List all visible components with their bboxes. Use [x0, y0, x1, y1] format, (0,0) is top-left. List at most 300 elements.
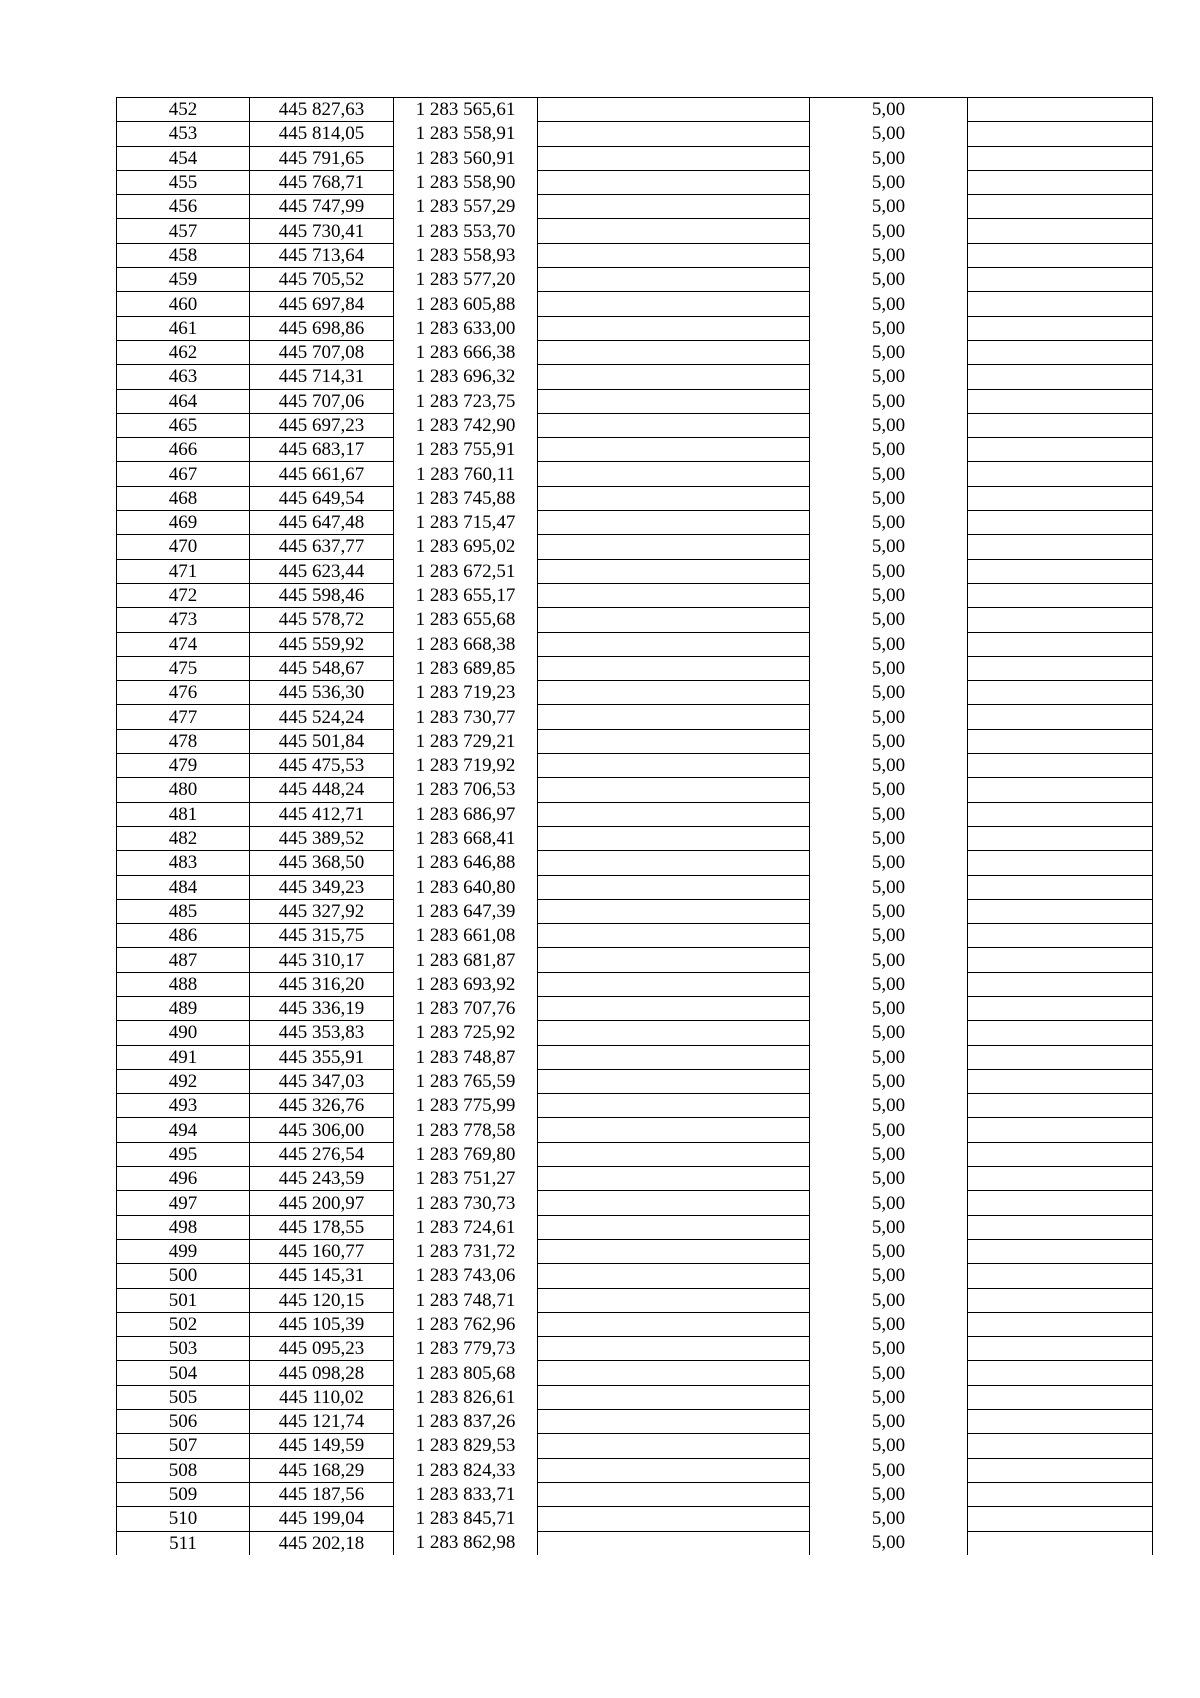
value-cell: 5,00 [810, 1239, 968, 1263]
x-coordinate-cell: 445 202,18 [250, 1531, 394, 1555]
point-number-cell: 511 [117, 1531, 250, 1555]
y-coordinate-cell: 1 283 553,70 [394, 219, 538, 243]
blank-cell [968, 268, 1153, 292]
point-number-cell: 501 [117, 1288, 250, 1312]
blank-cell [968, 98, 1153, 122]
value-cell: 5,00 [810, 681, 968, 705]
blank-cell [538, 146, 810, 170]
y-coordinate-cell: 1 283 745,88 [394, 486, 538, 510]
blank-cell [968, 656, 1153, 680]
blank-cell [538, 948, 810, 972]
point-number-cell: 482 [117, 826, 250, 850]
point-number-cell: 476 [117, 681, 250, 705]
y-coordinate-cell: 1 283 837,26 [394, 1410, 538, 1434]
blank-cell [968, 122, 1153, 146]
blank-cell [538, 1410, 810, 1434]
blank-cell [538, 1531, 810, 1555]
blank-cell [968, 802, 1153, 826]
blank-cell [538, 195, 810, 219]
value-cell: 5,00 [810, 243, 968, 267]
blank-cell [968, 583, 1153, 607]
blank-cell [538, 1239, 810, 1263]
value-cell: 5,00 [810, 899, 968, 923]
value-cell: 5,00 [810, 826, 968, 850]
blank-cell [968, 1385, 1153, 1409]
y-coordinate-cell: 1 283 826,61 [394, 1385, 538, 1409]
table-row [117, 778, 1153, 802]
blank-cell [538, 1142, 810, 1166]
y-coordinate-cell: 1 283 765,59 [394, 1069, 538, 1093]
blank-cell [968, 1191, 1153, 1215]
blank-cell [538, 438, 810, 462]
coordinates-table-body [117, 98, 1153, 1555]
blank-cell [538, 413, 810, 437]
blank-cell [968, 243, 1153, 267]
blank-cell [968, 754, 1153, 778]
blank-cell [538, 170, 810, 194]
y-coordinate-cell: 1 283 805,68 [394, 1361, 538, 1385]
coordinates-table [116, 97, 1153, 1555]
blank-cell [968, 1045, 1153, 1069]
blank-cell [538, 316, 810, 340]
point-number-cell: 479 [117, 754, 250, 778]
blank-cell [968, 292, 1153, 316]
value-cell: 5,00 [810, 1507, 968, 1531]
blank-cell [538, 1264, 810, 1288]
blank-cell [538, 754, 810, 778]
value-cell: 5,00 [810, 948, 968, 972]
point-number-cell: 484 [117, 875, 250, 899]
x-coordinate-cell: 445 768,71 [250, 170, 394, 194]
point-number-cell: 503 [117, 1337, 250, 1361]
value-cell: 5,00 [810, 924, 968, 948]
y-coordinate-cell: 1 283 725,92 [394, 1021, 538, 1045]
table-row [117, 1094, 1153, 1118]
y-coordinate-cell: 1 283 693,92 [394, 972, 538, 996]
table-row [117, 875, 1153, 899]
point-number-cell: 463 [117, 365, 250, 389]
blank-cell [968, 170, 1153, 194]
y-coordinate-cell: 1 283 696,32 [394, 365, 538, 389]
blank-cell [538, 632, 810, 656]
y-coordinate-cell: 1 283 668,41 [394, 826, 538, 850]
x-coordinate-cell: 445 536,30 [250, 681, 394, 705]
x-coordinate-cell: 445 353,83 [250, 1021, 394, 1045]
blank-cell [968, 413, 1153, 437]
y-coordinate-cell: 1 283 742,90 [394, 413, 538, 437]
blank-cell [538, 705, 810, 729]
blank-cell [968, 851, 1153, 875]
x-coordinate-cell: 445 501,84 [250, 729, 394, 753]
blank-cell [968, 438, 1153, 462]
y-coordinate-cell: 1 283 666,38 [394, 340, 538, 364]
x-coordinate-cell: 445 647,48 [250, 511, 394, 535]
point-number-cell: 480 [117, 778, 250, 802]
x-coordinate-cell: 445 661,67 [250, 462, 394, 486]
blank-cell [968, 1312, 1153, 1336]
point-number-cell: 488 [117, 972, 250, 996]
x-coordinate-cell: 445 524,24 [250, 705, 394, 729]
table-row [117, 924, 1153, 948]
y-coordinate-cell: 1 283 760,11 [394, 462, 538, 486]
y-coordinate-cell: 1 283 672,51 [394, 559, 538, 583]
value-cell: 5,00 [810, 1482, 968, 1506]
point-number-cell: 467 [117, 462, 250, 486]
x-coordinate-cell: 445 149,59 [250, 1434, 394, 1458]
point-number-cell: 452 [117, 98, 250, 122]
value-cell: 5,00 [810, 1215, 968, 1239]
point-number-cell: 453 [117, 122, 250, 146]
blank-cell [968, 996, 1153, 1020]
table-row [117, 389, 1153, 413]
x-coordinate-cell: 445 814,05 [250, 122, 394, 146]
value-cell: 5,00 [810, 1385, 968, 1409]
value-cell: 5,00 [810, 754, 968, 778]
value-cell: 5,00 [810, 583, 968, 607]
blank-cell [538, 1045, 810, 1069]
value-cell: 5,00 [810, 559, 968, 583]
blank-cell [968, 705, 1153, 729]
point-number-cell: 461 [117, 316, 250, 340]
y-coordinate-cell: 1 283 706,53 [394, 778, 538, 802]
blank-cell [968, 1288, 1153, 1312]
table-row [117, 1167, 1153, 1191]
x-coordinate-cell: 445 349,23 [250, 875, 394, 899]
point-number-cell: 457 [117, 219, 250, 243]
value-cell: 5,00 [810, 632, 968, 656]
value-cell: 5,00 [810, 146, 968, 170]
table-row [117, 826, 1153, 850]
table-row [117, 754, 1153, 778]
point-number-cell: 491 [117, 1045, 250, 1069]
x-coordinate-cell: 445 389,52 [250, 826, 394, 850]
table-row [117, 1191, 1153, 1215]
table-row [117, 972, 1153, 996]
point-number-cell: 495 [117, 1142, 250, 1166]
value-cell: 5,00 [810, 705, 968, 729]
blank-cell [968, 462, 1153, 486]
table-row [117, 316, 1153, 340]
blank-cell [538, 340, 810, 364]
blank-cell [538, 292, 810, 316]
blank-cell [968, 219, 1153, 243]
point-number-cell: 496 [117, 1167, 250, 1191]
value-cell: 5,00 [810, 438, 968, 462]
blank-cell [968, 729, 1153, 753]
x-coordinate-cell: 445 187,56 [250, 1482, 394, 1506]
table-row [117, 996, 1153, 1020]
x-coordinate-cell: 445 548,67 [250, 656, 394, 680]
y-coordinate-cell: 1 283 558,90 [394, 170, 538, 194]
value-cell: 5,00 [810, 1531, 968, 1555]
blank-cell [538, 729, 810, 753]
x-coordinate-cell: 445 310,17 [250, 948, 394, 972]
blank-cell [968, 1142, 1153, 1166]
point-number-cell: 486 [117, 924, 250, 948]
x-coordinate-cell: 445 747,99 [250, 195, 394, 219]
y-coordinate-cell: 1 283 686,97 [394, 802, 538, 826]
x-coordinate-cell: 445 368,50 [250, 851, 394, 875]
value-cell: 5,00 [810, 462, 968, 486]
blank-cell [538, 268, 810, 292]
y-coordinate-cell: 1 283 661,08 [394, 924, 538, 948]
blank-cell [538, 1482, 810, 1506]
y-coordinate-cell: 1 283 824,33 [394, 1458, 538, 1482]
x-coordinate-cell: 445 559,92 [250, 632, 394, 656]
point-number-cell: 475 [117, 656, 250, 680]
table-row [117, 729, 1153, 753]
value-cell: 5,00 [810, 656, 968, 680]
x-coordinate-cell: 445 705,52 [250, 268, 394, 292]
blank-cell [538, 1458, 810, 1482]
point-number-cell: 477 [117, 705, 250, 729]
point-number-cell: 471 [117, 559, 250, 583]
x-coordinate-cell: 445 697,23 [250, 413, 394, 437]
point-number-cell: 456 [117, 195, 250, 219]
blank-cell [968, 146, 1153, 170]
blank-cell [538, 511, 810, 535]
blank-cell [968, 1021, 1153, 1045]
table-row [117, 1239, 1153, 1263]
point-number-cell: 455 [117, 170, 250, 194]
blank-cell [968, 1361, 1153, 1385]
table-row [117, 1069, 1153, 1093]
blank-cell [968, 535, 1153, 559]
blank-cell [538, 243, 810, 267]
table-row [117, 98, 1153, 122]
blank-cell [968, 1118, 1153, 1142]
table-row [117, 486, 1153, 510]
x-coordinate-cell: 445 105,39 [250, 1312, 394, 1336]
blank-cell [968, 340, 1153, 364]
blank-cell [538, 1021, 810, 1045]
table-row [117, 146, 1153, 170]
table-row [117, 195, 1153, 219]
point-number-cell: 509 [117, 1482, 250, 1506]
y-coordinate-cell: 1 283 668,38 [394, 632, 538, 656]
y-coordinate-cell: 1 283 748,87 [394, 1045, 538, 1069]
value-cell: 5,00 [810, 1312, 968, 1336]
y-coordinate-cell: 1 283 719,92 [394, 754, 538, 778]
value-cell: 5,00 [810, 996, 968, 1020]
table-row [117, 365, 1153, 389]
blank-cell [538, 1118, 810, 1142]
point-number-cell: 470 [117, 535, 250, 559]
table-row [117, 438, 1153, 462]
y-coordinate-cell: 1 283 845,71 [394, 1507, 538, 1531]
point-number-cell: 497 [117, 1191, 250, 1215]
point-number-cell: 504 [117, 1361, 250, 1385]
table-row [117, 1021, 1153, 1045]
y-coordinate-cell: 1 283 829,53 [394, 1434, 538, 1458]
y-coordinate-cell: 1 283 751,27 [394, 1167, 538, 1191]
blank-cell [538, 583, 810, 607]
y-coordinate-cell: 1 283 695,02 [394, 535, 538, 559]
point-number-cell: 462 [117, 340, 250, 364]
y-coordinate-cell: 1 283 605,88 [394, 292, 538, 316]
y-coordinate-cell: 1 283 558,93 [394, 243, 538, 267]
value-cell: 5,00 [810, 340, 968, 364]
y-coordinate-cell: 1 283 730,77 [394, 705, 538, 729]
table-row [117, 243, 1153, 267]
table-row [117, 1361, 1153, 1385]
x-coordinate-cell: 445 145,31 [250, 1264, 394, 1288]
blank-cell [538, 778, 810, 802]
x-coordinate-cell: 445 243,59 [250, 1167, 394, 1191]
x-coordinate-cell: 445 707,06 [250, 389, 394, 413]
blank-cell [968, 1458, 1153, 1482]
blank-cell [538, 899, 810, 923]
y-coordinate-cell: 1 283 748,71 [394, 1288, 538, 1312]
blank-cell [538, 1385, 810, 1409]
table-row [117, 802, 1153, 826]
value-cell: 5,00 [810, 486, 968, 510]
table-row [117, 1482, 1153, 1506]
blank-cell [968, 195, 1153, 219]
blank-cell [968, 389, 1153, 413]
value-cell: 5,00 [810, 535, 968, 559]
table-row [117, 583, 1153, 607]
point-number-cell: 472 [117, 583, 250, 607]
blank-cell [538, 924, 810, 948]
value-cell: 5,00 [810, 292, 968, 316]
value-cell: 5,00 [810, 98, 968, 122]
y-coordinate-cell: 1 283 762,96 [394, 1312, 538, 1336]
y-coordinate-cell: 1 283 707,76 [394, 996, 538, 1020]
y-coordinate-cell: 1 283 646,88 [394, 851, 538, 875]
blank-cell [968, 316, 1153, 340]
table-row [117, 122, 1153, 146]
y-coordinate-cell: 1 283 775,99 [394, 1094, 538, 1118]
value-cell: 5,00 [810, 875, 968, 899]
x-coordinate-cell: 445 199,04 [250, 1507, 394, 1531]
blank-cell [538, 681, 810, 705]
y-coordinate-cell: 1 283 724,61 [394, 1215, 538, 1239]
table-row [117, 1264, 1153, 1288]
value-cell: 5,00 [810, 608, 968, 632]
point-number-cell: 506 [117, 1410, 250, 1434]
blank-cell [968, 826, 1153, 850]
blank-cell [968, 1215, 1153, 1239]
point-number-cell: 460 [117, 292, 250, 316]
point-number-cell: 481 [117, 802, 250, 826]
y-coordinate-cell: 1 283 715,47 [394, 511, 538, 535]
blank-cell [968, 1410, 1153, 1434]
table-row [117, 1215, 1153, 1239]
blank-cell [538, 1069, 810, 1093]
blank-cell [968, 486, 1153, 510]
y-coordinate-cell: 1 283 577,20 [394, 268, 538, 292]
x-coordinate-cell: 445 315,75 [250, 924, 394, 948]
blank-cell [968, 511, 1153, 535]
table-row [117, 608, 1153, 632]
x-coordinate-cell: 445 316,20 [250, 972, 394, 996]
point-number-cell: 502 [117, 1312, 250, 1336]
blank-cell [538, 219, 810, 243]
blank-cell [538, 996, 810, 1020]
y-coordinate-cell: 1 283 723,75 [394, 389, 538, 413]
value-cell: 5,00 [810, 316, 968, 340]
point-number-cell: 468 [117, 486, 250, 510]
y-coordinate-cell: 1 283 640,80 [394, 875, 538, 899]
blank-cell [538, 656, 810, 680]
value-cell: 5,00 [810, 1069, 968, 1093]
value-cell: 5,00 [810, 195, 968, 219]
blank-cell [538, 1167, 810, 1191]
value-cell: 5,00 [810, 1045, 968, 1069]
value-cell: 5,00 [810, 1264, 968, 1288]
point-number-cell: 508 [117, 1458, 250, 1482]
point-number-cell: 459 [117, 268, 250, 292]
x-coordinate-cell: 445 827,63 [250, 98, 394, 122]
table-row [117, 656, 1153, 680]
value-cell: 5,00 [810, 1191, 968, 1215]
x-coordinate-cell: 445 336,19 [250, 996, 394, 1020]
value-cell: 5,00 [810, 219, 968, 243]
table-row [117, 1337, 1153, 1361]
x-coordinate-cell: 445 168,29 [250, 1458, 394, 1482]
table-row [117, 170, 1153, 194]
blank-cell [968, 1482, 1153, 1506]
x-coordinate-cell: 445 355,91 [250, 1045, 394, 1069]
y-coordinate-cell: 1 283 558,91 [394, 122, 538, 146]
value-cell: 5,00 [810, 511, 968, 535]
value-cell: 5,00 [810, 389, 968, 413]
point-number-cell: 469 [117, 511, 250, 535]
value-cell: 5,00 [810, 851, 968, 875]
table-row [117, 1531, 1153, 1555]
x-coordinate-cell: 445 683,17 [250, 438, 394, 462]
value-cell: 5,00 [810, 365, 968, 389]
point-number-cell: 464 [117, 389, 250, 413]
blank-cell [538, 1191, 810, 1215]
x-coordinate-cell: 445 095,23 [250, 1337, 394, 1361]
blank-cell [538, 122, 810, 146]
table-row [117, 559, 1153, 583]
point-number-cell: 490 [117, 1021, 250, 1045]
table-row [117, 851, 1153, 875]
blank-cell [538, 608, 810, 632]
blank-cell [538, 875, 810, 899]
y-coordinate-cell: 1 283 647,39 [394, 899, 538, 923]
blank-cell [968, 948, 1153, 972]
point-number-cell: 473 [117, 608, 250, 632]
x-coordinate-cell: 445 121,74 [250, 1410, 394, 1434]
point-number-cell: 498 [117, 1215, 250, 1239]
x-coordinate-cell: 445 276,54 [250, 1142, 394, 1166]
y-coordinate-cell: 1 283 731,72 [394, 1239, 538, 1263]
x-coordinate-cell: 445 637,77 [250, 535, 394, 559]
y-coordinate-cell: 1 283 689,85 [394, 656, 538, 680]
blank-cell [538, 1312, 810, 1336]
x-coordinate-cell: 445 714,31 [250, 365, 394, 389]
value-cell: 5,00 [810, 778, 968, 802]
value-cell: 5,00 [810, 170, 968, 194]
point-number-cell: 454 [117, 146, 250, 170]
x-coordinate-cell: 445 598,46 [250, 583, 394, 607]
point-number-cell: 492 [117, 1069, 250, 1093]
value-cell: 5,00 [810, 122, 968, 146]
table-row [117, 413, 1153, 437]
x-coordinate-cell: 445 578,72 [250, 608, 394, 632]
table-row [117, 632, 1153, 656]
point-number-cell: 500 [117, 1264, 250, 1288]
x-coordinate-cell: 445 707,08 [250, 340, 394, 364]
blank-cell [538, 1288, 810, 1312]
x-coordinate-cell: 445 713,64 [250, 243, 394, 267]
x-coordinate-cell: 445 623,44 [250, 559, 394, 583]
x-coordinate-cell: 445 730,41 [250, 219, 394, 243]
